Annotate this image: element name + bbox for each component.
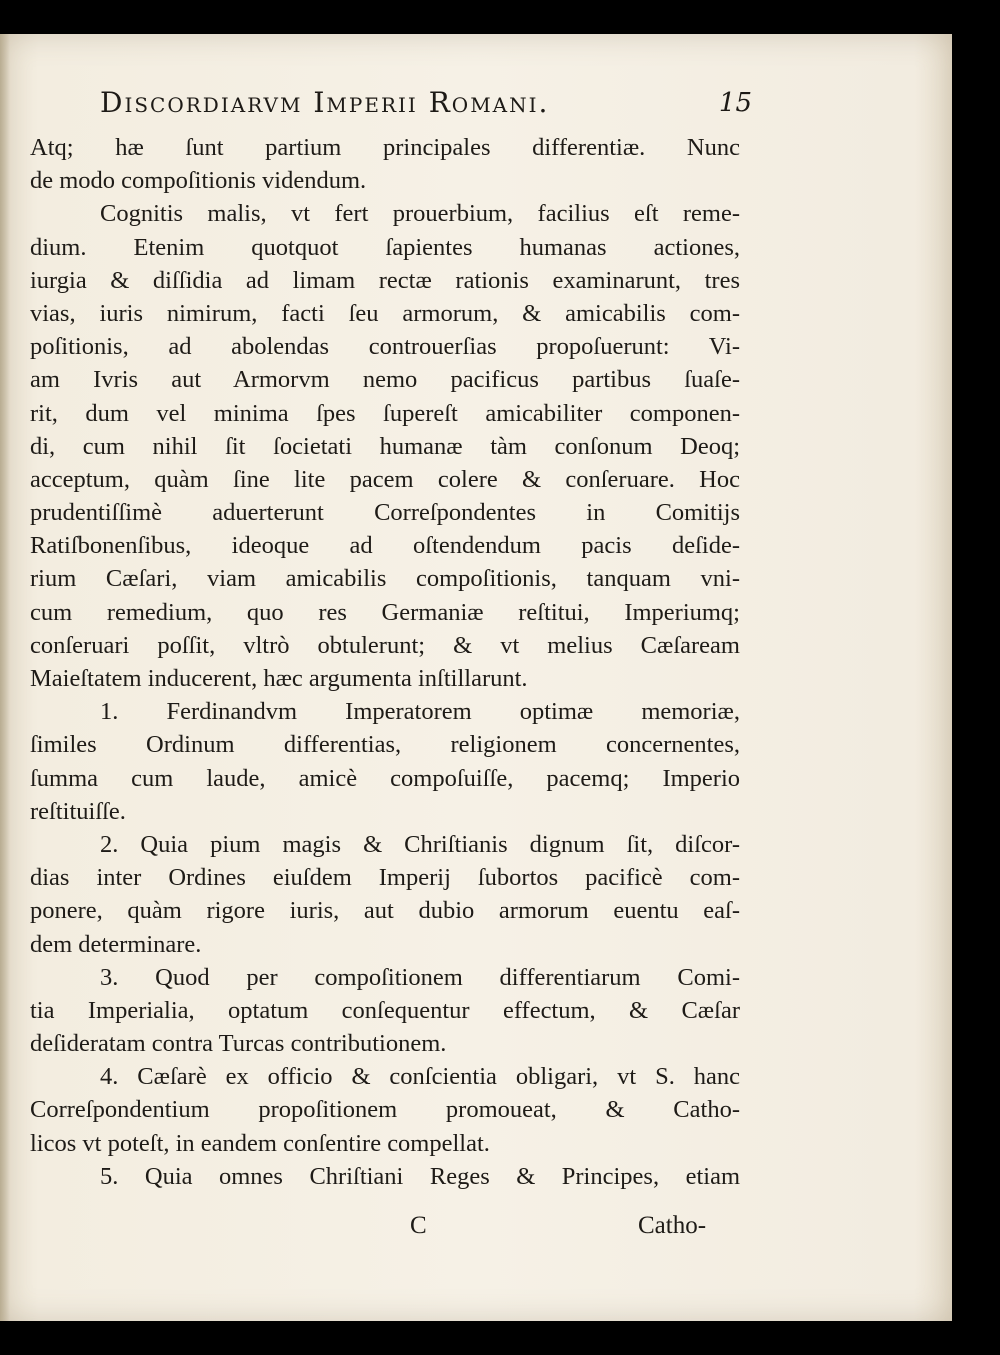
text-line: prudentiſſimè aduerterunt Correſpondentes in Comitijs — [30, 499, 740, 527]
text-line: 2. Quia pium magis & Chriſtianis dignum ſit, diſcor- — [100, 830, 740, 858]
body-text — [30, 131, 740, 1193]
text-line: acceptum, quàm ſine lite pacem colere & conſeruare. Hoc — [30, 465, 740, 493]
text-line: 3. Quod per compoſitionem differentiarum Comi- — [100, 963, 740, 991]
text-line: Atq; hæ ſunt partium principales differentiæ. Nunc — [30, 134, 740, 161]
catchword: Catho- — [638, 1212, 707, 1239]
text-line: cum remedium, quo res Germaniæ reſtitui, Imperiumq; — [30, 598, 740, 626]
text-line: Cognitis malis, vt fert prouerbium, facilius eſt reme- — [100, 200, 740, 228]
text-line: deſideratam contra Turcas contributionem. — [30, 1030, 447, 1058]
text-line: ſimiles Ordinum differentias, religionem concernentes, — [30, 731, 740, 759]
text-line: dem determinare. — [30, 930, 202, 958]
text-line: tia Imperialia, optatum conſequentur effectum, & Cæſar — [30, 996, 740, 1024]
text-line: vias, iuris nimirum, facti ſeu armorum, & amicabilis com- — [30, 299, 740, 327]
text-line: dias inter Ordines eiuſdem Imperij ſubortos pacificè com- — [30, 864, 740, 892]
text-line: conſeruari poſſit, vltrò obtulerunt; & vt melius Cæſaream — [30, 631, 740, 659]
text-line: licos vt poteſt, in eandem conſentire compellat. — [30, 1129, 490, 1157]
book-page — [0, 34, 952, 1321]
running-head — [100, 86, 752, 126]
text-line: ponere, quàm rigore iuris, aut dubio armorum euentu eaſ- — [30, 897, 740, 925]
signature-mark: C — [410, 1212, 427, 1239]
text-line: Correſpondentium propoſitionem promoueat, & Catho- — [30, 1096, 740, 1124]
text-line: Maieſtatem inducerent, hæc argumenta inſtillarunt. — [30, 665, 528, 692]
text-line: iurgia & diſſidia ad limam rectæ rationis examinarunt, tres — [30, 266, 740, 294]
text-line: reſtituiſſe. — [30, 797, 126, 825]
text-line: 4. Cæſarè ex officio & conſcientia obligari, vt S. hanc — [100, 1063, 740, 1091]
text-line: rit, dum vel minima ſpes ſupereſt amicabiliter componen- — [30, 399, 740, 427]
text-line: de modo compoſitionis videndum. — [30, 167, 367, 195]
text-line: ſumma cum laude, amicè compoſuiſſe, pacemq; Imperio — [30, 764, 740, 792]
text-line: Ratiſbonenſibus, ideoque ad oſtendendum pacis deſide- — [30, 532, 740, 560]
text-line: rium Cæſari, viam amicabilis compoſitionis, tanquam vni- — [30, 565, 740, 593]
text-line: am Ivris aut Armorvm nemo pacificus partibus ſuaſe- — [30, 366, 740, 394]
text-line: di, cum nihil ſit ſocietati humanæ tàm conſonum Deoq; — [30, 432, 740, 460]
running-title: Discordiarvm Imperii Romani. — [100, 86, 550, 119]
text-line: dium. Etenim quotquot ſapientes humanas actiones, — [30, 233, 740, 261]
text-line: poſitionis, ad abolendas controuerſias propoſuerunt: Vi- — [30, 333, 740, 361]
text-line: 5. Quia omnes Chriſtiani Reges & Principes, etiam — [100, 1162, 740, 1190]
text-line: 1. Ferdinandvm Imperatorem optimæ memoriæ, — [100, 698, 740, 726]
page-number: 15 — [718, 88, 752, 118]
